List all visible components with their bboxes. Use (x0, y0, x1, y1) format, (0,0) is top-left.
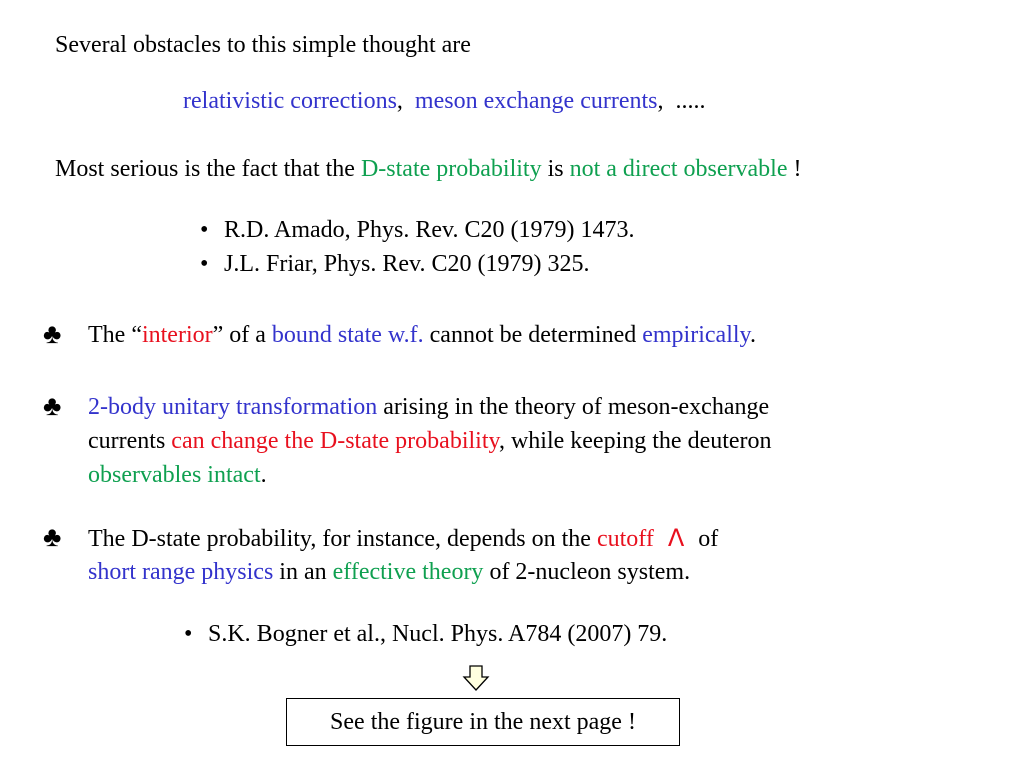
serious-text-1: Most serious is the fact that the (55, 156, 361, 182)
down-arrow-icon (462, 664, 490, 692)
unitary-transformation: 2-body unitary transformation (88, 394, 378, 420)
text: cannot be determined (423, 322, 643, 348)
reference-text: S.K. Bogner et al., Nucl. Phys. A784 (2007) 79. (208, 621, 668, 647)
meson-exchange-currents: meson exchange currents (414, 88, 658, 114)
text: of 2-nucleon system. (483, 559, 691, 585)
d-state-probability: D-state probability (360, 156, 542, 182)
ellipsis: , ..... (657, 88, 706, 114)
bullet-icon: • (200, 217, 209, 243)
reference-3 (184, 619, 667, 649)
empirically: empirically (642, 322, 750, 348)
item-unitary-line-1 (88, 392, 769, 422)
item-cutoff-line-2 (88, 557, 690, 587)
text: in an (273, 559, 333, 585)
short-range-physics: short range physics (88, 559, 274, 585)
serious-text-2: is (541, 156, 570, 182)
item-unitary-line-2 (88, 426, 772, 456)
text: currents (88, 428, 172, 454)
next-page-box (286, 698, 680, 746)
club-suit-icon: ♣ (43, 522, 62, 553)
text: of (698, 526, 719, 552)
obstacles-list (183, 86, 706, 116)
serious-text-3: ! (787, 156, 802, 182)
reference-2 (200, 249, 589, 279)
bound-state-wf: bound state w.f. (271, 322, 424, 348)
text: , while keeping the deuteron (498, 428, 772, 454)
observables-intact: observables intact (88, 462, 261, 488)
reference-1 (200, 215, 634, 245)
separator: , (396, 88, 415, 114)
item-unitary-line-3 (88, 460, 267, 490)
effective-theory: effective theory (332, 559, 484, 585)
item-interior (88, 320, 756, 350)
item-cutoff-line-1 (88, 523, 718, 554)
text: . (749, 322, 756, 348)
text: . (260, 462, 267, 488)
lambda-symbol: Λ (667, 524, 685, 552)
cutoff: cutoff (596, 526, 654, 552)
reference-text: J.L. Friar, Phys. Rev. C20 (1979) 325. (224, 251, 590, 277)
text: The D-state probability, for instance, depends on the (88, 526, 597, 552)
not-direct-observable: not a direct observable (569, 156, 788, 182)
text: The “ (88, 322, 142, 348)
can-change-d-state: can change the D-state probability (171, 428, 499, 454)
serious-statement (55, 154, 802, 184)
text: ” of a (212, 322, 272, 348)
bullet-icon: • (200, 251, 209, 277)
club-suit-icon: ♣ (43, 319, 62, 350)
intro-text: Several obstacles to this simple thought are (55, 32, 471, 58)
reference-text: R.D. Amado, Phys. Rev. C20 (1979) 1473. (224, 217, 635, 243)
text: arising in the theory of meson-exchange (377, 394, 770, 420)
interior: interior (141, 322, 213, 348)
bullet-icon: • (184, 621, 193, 647)
club-suit-icon: ♣ (43, 391, 62, 422)
next-page-text: See the figure in the next page ! (330, 709, 636, 735)
relativistic-corrections: relativistic corrections (183, 88, 397, 114)
